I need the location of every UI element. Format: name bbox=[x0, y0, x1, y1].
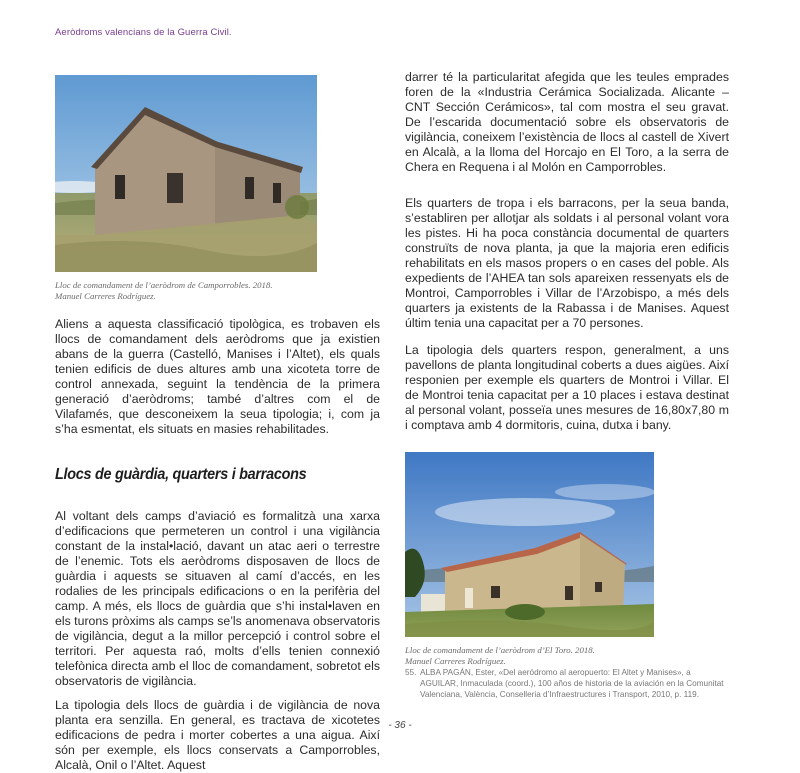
figure-credit: Manuel Carreres Rodríguez. bbox=[405, 656, 506, 666]
figure-caption: Lloc de comandament de l’aeròdrom de Camporrobles. 2018. bbox=[55, 280, 273, 290]
photo-camporrobles bbox=[55, 75, 317, 272]
footnote-number: 55. bbox=[405, 668, 417, 677]
right-column bbox=[405, 70, 729, 667]
photo-el-toro bbox=[405, 452, 654, 637]
paragraph: Els quarters de tropa i els barracons, per la seua banda, s’establiren per allotjar als soldats i al personal volant vora les pistes. Hi ha poca constància documental de quarters construïts de nova planta, ja que la majoria eren edificis rehabilitats en els masos propers o en cases del poble. Als expedients de l’AHEA tan sols apareixen ressenyats els de Montroi, Camporrobles i Villar de l’Arzobispo, a més dels quarters ja existents de la Rabassa i de Manises. Aquest últim tenia una capacitat per a 70 persones. bbox=[405, 196, 729, 330]
paragraph: Aliens a aquesta classificació tipològica, es trobaven els llocs de comandament dels aeròdroms que ja existien abans de la guerra (Castelló, Manises i l’Altet), els quals tenien edificis de dues altures amb una xicoteta torre de control annexada, seguint la tendència de la primera generació d’aeròdroms; també d’altres com el de Vilafamés, que desconeixem la seua tipologia; i, com ja s’ha esmentat, els situats en masies rehabilitades. bbox=[55, 317, 380, 436]
section-heading: Llocs de guàrdia, quarters i barracons bbox=[55, 466, 307, 483]
figure-caption: Lloc de comandament de l’aeròdrom d’El Toro. 2018. bbox=[405, 645, 595, 655]
page-number: - 36 - bbox=[388, 720, 412, 731]
paragraph: Al voltant dels camps d’aviació es formalitzà una xarxa d’edificacions que permeteren un control i una vigilància constant de la instal•lació, davant un atac aeri o terrestre de l’enemic. Tots els aeròdroms disposaven de llocs de guàrdia i aquests se situaven al camí d’accés, en les rodalies de les principals edificacions o en la perifèria del camp. A més, els llocs de guàrdia que s’hi instal•laven en els turons pròxims als camps se’ls anomenava observatoris de vigilància, degut a la millor percepció i control sobre el territori. Per aquesta raó, molts d’ells tenien connexió telefònica directa amb el lloc de comandament, sobretot els observatoris de vigilància. bbox=[55, 509, 380, 688]
footnote-text: ALBA PAGÁN, Ester, «Del aeródromo al aeropuerto: El Altet y Manises», a AGUILAR, Inmaculada (coord.), 100 años de historia de la aviación en la Comunitat Valenciana, València, Conselleria d’Infraestructures i Transport, 2010, p. 119. bbox=[420, 668, 724, 699]
left-column bbox=[55, 75, 380, 773]
footnote bbox=[405, 667, 730, 700]
running-head: Aeròdroms valencians de la Guerra Civil. bbox=[55, 27, 232, 38]
paragraph: darrer té la particularitat afegida que les teules emprades foren de la «Industria Cerámica Socializada. Alicante – CNT Sección Cerámicos», tal com mostra el seu gravat. De l’escarida documentació sobre els observatoris de vigilància, coneixem l’existència de llocs al castell de Xivert en Alcalà, a la lloma del Horcajo en El Toro, a la serra de Chera en Requena i al Molón en Camporrobles. bbox=[405, 70, 729, 174]
paragraph: La tipologia dels quarters respon, generalment, a uns pavellons de planta longitudinal coberts a dues aigües. Així responien per exemple els quarters de Montroi i Villar. El de Montroi tenia capacitat per a 10 places i estava destinat al personal volant, posseïa unes mesures de 16,80x7,80 m i comptava amb 4 dormitoris, cuina, dutxa i bany. bbox=[405, 343, 729, 432]
paragraph: La tipologia dels llocs de guàrdia i de vigilància de nova planta era senzilla. En general, es tractava de xicotetes edificacions de pedra i morter cobertes a una aigua. Així són per exemple, els llocs conservats a Camporrobles, Alcalà, Onil o l’Altet. Aquest bbox=[55, 698, 380, 772]
figure-credit: Manuel Carreres Rodríguez. bbox=[55, 291, 156, 301]
